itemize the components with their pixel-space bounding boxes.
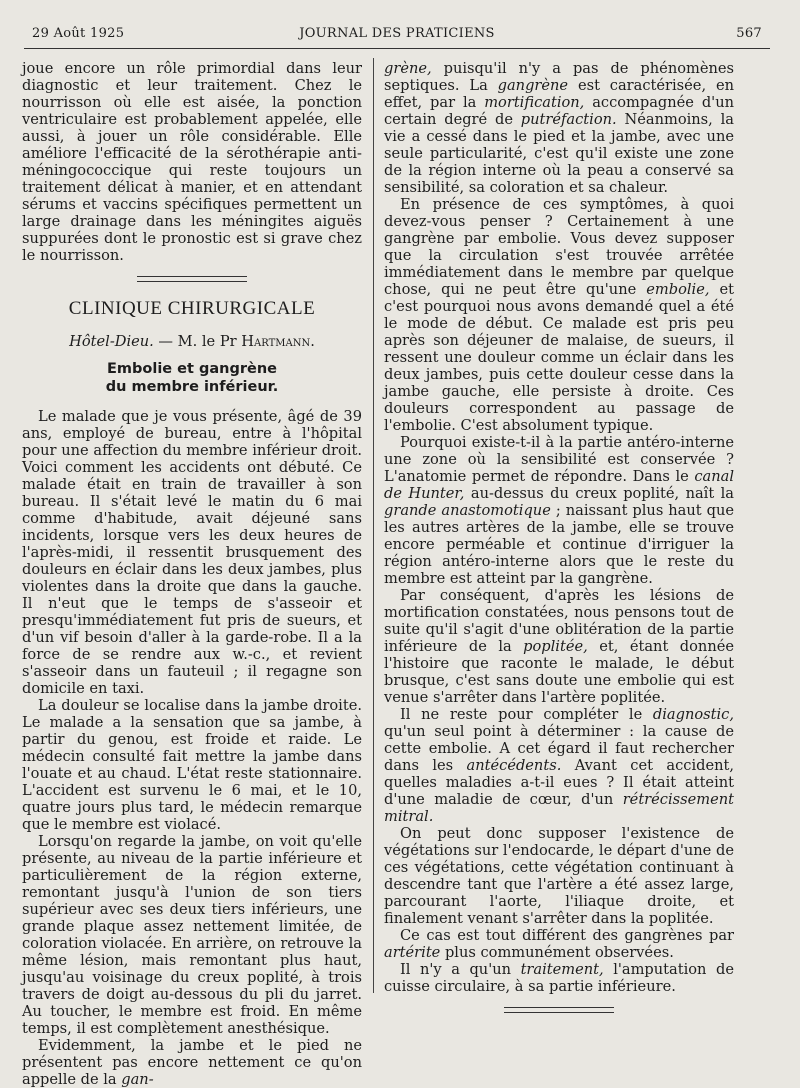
subtitle-line-1: Embolie et gangrène: [107, 361, 277, 377]
italic-term: mortification,: [484, 94, 585, 111]
italic-term: gan-: [121, 1071, 154, 1088]
header-rule: [24, 48, 770, 49]
article-paragraph-7: [384, 434, 734, 587]
byline-author: Hartmann.: [241, 333, 315, 350]
italic-term: traitement,: [520, 961, 604, 978]
italic-term: antécédents.: [466, 757, 562, 774]
article-paragraph-11: [384, 927, 734, 961]
paragraph-text: au-dessus du creux poplité, naît la: [464, 485, 735, 502]
subtitle-line-2: du membre inférieur.: [105, 379, 279, 395]
left-column: [22, 60, 362, 1088]
journal-title: JOURNAL DES PRATICIENS: [299, 26, 495, 41]
section-title: CLINIQUE CHIRURGICALE: [68, 298, 316, 319]
article-subtitle: [22, 360, 362, 396]
article-paragraph-4: [22, 1037, 362, 1088]
paragraph-text: accompagnée d'un certain degré de: [384, 94, 734, 128]
article-paragraph-1: Le malade que je vous présente, âgé de 39 ans, employé de bureau, entre à l'hôpital pour une affection du membre inférieur droit. Voici comment les accidents ont débuté. Ce malade était en train de travailler à son bureau. Il s'était levé le matin du 6 mai comme d'habitude, avait déjeuné sans incidents, lorsque vers les deux heures de l'après-midi, il ressentit brusquement des douleurs en éclair dans les deux jambes, plus violentes dans la droite que dans la gauche. Il n'eut que le temps de s'asseoir et presqu'immédiatement fut pris de sueurs, et d'un vif besoin d'aller à la garde-robe. Il a la force de se rendre aux w.-c., et revient s'asseoir dans un fauteuil ; il regagne son domicile en taxi.: [22, 408, 362, 697]
paragraph-text: Avant cet accident, quelles maladies a-t-il eues ? Il était atteint d'une maladie de cœur, d'un: [384, 757, 734, 808]
italic-term: grène,: [384, 60, 432, 77]
italic-term: grande anastomotique: [384, 502, 551, 519]
article-paragraph-12: [384, 961, 734, 995]
byline: [22, 333, 362, 350]
paragraph-text: Ce cas est tout différent des gangrènes par: [400, 927, 734, 944]
paragraph-text: plus communément observées.: [440, 944, 674, 961]
paragraph-text: est caractérisée, en effet, par la: [384, 77, 734, 111]
article-paragraph-6: [384, 196, 734, 434]
article-paragraph-2: La douleur se localise dans la jambe droite. Le malade a la sensation que sa jambe, à partir du genou, est froide et raide. Le médecin consulté fait mettre la jambe dans l'ouate et au chaud. L'état reste stationnaire. L'accident est survenu le 6 mai, et le 10, quatre jours plus tard, le médecin remarque que le membre est violacé.: [22, 697, 362, 833]
column-divider: [373, 58, 374, 993]
paragraph-text: Il ne reste pour compléter le: [400, 706, 653, 723]
article-paragraph-10: On peut donc supposer l'existence de végétations sur l'endocarde, le départ d'une de ces végétations, cette végétation continuant à descendre tant que l'artère a été assez large, parcourant l'aorte, l'iliaque droite, et finalement venant s'arrêter dans la poplitée.: [384, 825, 734, 927]
paragraph-text: Pourquoi existe-t-il à la partie antéro-interne une zone où la sensibilité est conservée ? L'anatomie permet de répondre. Dans le: [384, 434, 734, 485]
article-paragraph-3: Lorsqu'on regarde la jambe, on voit qu'elle présente, au niveau de la partie inférieure et particulièrement de la région externe, remontant jusqu'à l'union de son tiers supérieur avec ses deux tiers inférieurs, une grande plaque assez nettement limitée, de coloration violacée. En arrière, on retrouve la même lésion, mais remontant plus haut, jusqu'au voisinage du creux poplité, à trois travers de doigt au-dessous du pli du jarret. Au toucher, le membre est froid. En même temps, il est complètement anesthésique.: [22, 833, 362, 1037]
intro-paragraph: joue encore un rôle primordial dans leur diagnostic et leur traitement. Chez le nourrisson où elle est aisée, la ponction ventriculaire est probablement appelée, elle aussi, à jouer un rôle considérable. Elle améliore l'efficacité de la sérothérapie anti-méningococcique qui reste toujours un traitement délicat à manier, et en attendant sérums et vaccins spécifiques permettent un large drainage dans les méningites aiguës suppurées dont le pronostic est si grave chez le nourrisson.: [22, 60, 362, 264]
article-paragraph-5: [384, 60, 734, 196]
byline-dash: — M. le Pr: [153, 333, 242, 350]
running-header: [32, 26, 762, 46]
italic-term: embolie,: [646, 281, 710, 298]
issue-date: 29 Août 1925: [32, 26, 125, 41]
paragraph-text: Evidemment, la jambe et le pied ne présentent pas encore nettement ce qu'on appelle de la: [22, 1037, 362, 1088]
italic-term: diagnostic,: [652, 706, 734, 723]
paragraph-text: Néanmoins, la vie a cessé dans le pied et la jambe, avec une seule particularité, c'est qu'il existe une zone de la région interne où la peau a conservé sa sensibilité, sa coloration et sa chaleur.: [384, 111, 734, 196]
section-separator: [137, 276, 247, 282]
paragraph-text: l'amputation de cuisse circulaire, à sa partie inférieure.: [384, 961, 734, 995]
paragraph-text: puisqu'il n'y a pas de phénomènes septiques. La: [384, 60, 734, 94]
paragraph-text: et c'est pourquoi nous avons demandé quel a été le mode de début. Ce malade est pris peu après son déjeuner de malaise, de sueurs, il ressent une douleur comme un éclair dans les deux jambes, puis cette douleur cesse dans la jambe gauche, elle persiste à droite. Ces douleurs correspondent au passage de l'embolie. C'est absolument typique.: [384, 281, 734, 434]
end-separator: [504, 1007, 614, 1013]
article-paragraph-9: [384, 706, 734, 825]
paragraph-text: Par conséquent, d'après les lésions de mortification constatées, nous pensons tout de suite qu'il s'agit d'une oblitération de la partie inférieure de la: [384, 587, 734, 655]
right-column: [384, 60, 734, 1025]
italic-term: artérite: [384, 944, 441, 961]
paragraph-text: qu'un seul point à déterminer : la cause de cette embolie. A cet égard il faut rechercher dans les: [384, 723, 734, 774]
article-paragraph-8: [384, 587, 734, 706]
byline-place: Hôtel-Dieu.: [69, 333, 154, 350]
italic-term: putréfaction.: [520, 111, 617, 128]
italic-term: canal de Hunter,: [384, 468, 734, 502]
paragraph-text: et, étant donnée l'histoire que raconte le malade, le début brusque, c'est sans doute une embolie qui est venue s'arrêter dans l'artère poplitée.: [384, 638, 734, 706]
paragraph-text: ; naissant plus haut que les autres artères de la jambe, elle se trouve encore perméable et continue d'irriguer la région antéro-interne alors que le reste du membre est atteint par la gangrène.: [384, 502, 734, 587]
italic-term: gangrène: [497, 77, 569, 94]
paragraph-text: En présence de ces symptômes, à quoi devez-vous penser ? Certainement à une gangrène par embolie. Vous devez supposer que la circulation s'est trouvée arrêtée immédiatement dans le membre par quelque chose, qui ne peut être qu'une: [384, 196, 734, 298]
page-number: 567: [736, 26, 762, 41]
italic-term: poplitée,: [523, 638, 588, 655]
italic-term: rétrécissement mitral.: [384, 791, 734, 825]
paragraph-text: Il n'y a qu'un: [400, 961, 521, 978]
